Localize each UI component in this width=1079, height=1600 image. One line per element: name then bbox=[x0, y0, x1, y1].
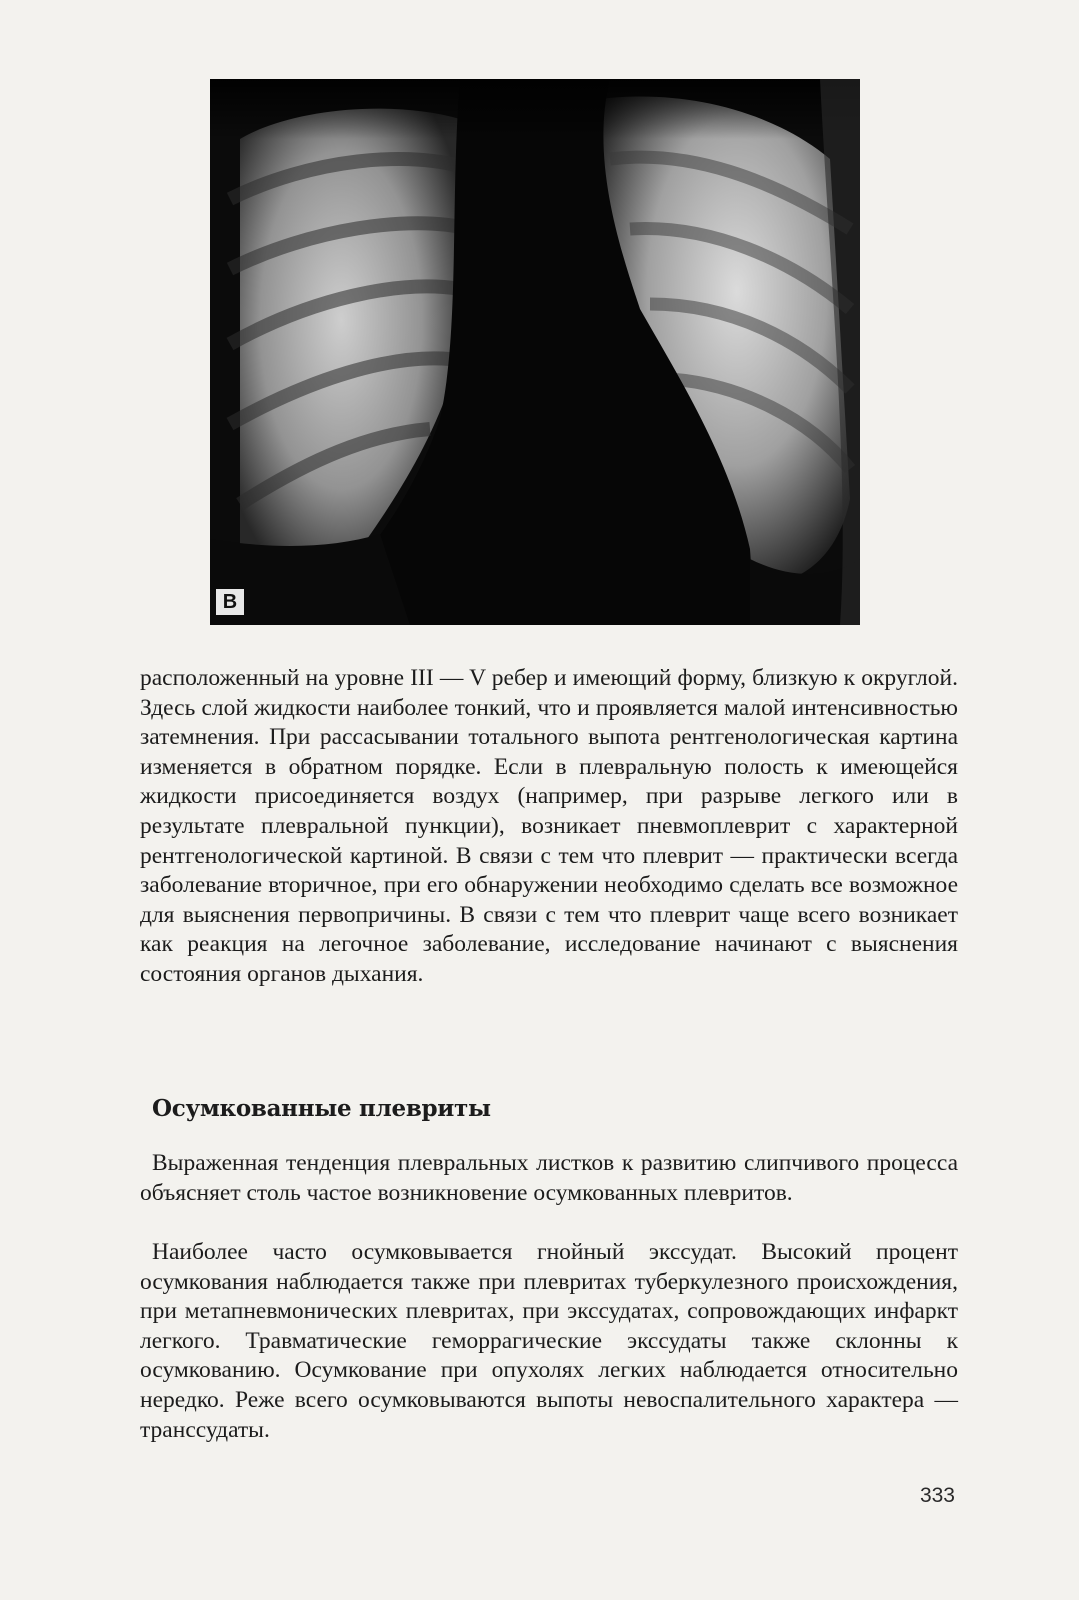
xray-image bbox=[210, 79, 860, 625]
paragraph-text: Выраженная тенденция плевральных листков к развитию слипчивого процесса объясняет столь частое возникновение осумкованных плевритов. bbox=[140, 1150, 958, 1206]
body-paragraph-second bbox=[140, 1149, 958, 1208]
body-paragraph-main bbox=[140, 664, 958, 990]
section-heading: Осумкованные плевриты bbox=[152, 1095, 491, 1122]
chest-xray-figure bbox=[210, 79, 860, 625]
body-paragraph-third bbox=[140, 1238, 958, 1445]
paragraph-text: расположенный на уровне III — V ребер и имеющий форму, близкую к округлой. Здесь слой жидкости наиболее тонкий, что и проявляется малой интенсивностью затемнения. При рассасывании тотального выпота рентгенологическая картина изменяется в обратном порядке. Если в плевральную полость к имеющейся жидкости присоединяется воздух (например, при разрыве легкого или в результате плевральной пункции), возникает пневмоплеврит с характерной рентгенологической картиной. В связи с тем что плеврит — практически всегда заболевание вторичное, при его обнаружении необходимо сделать все возможное для выяснения первопричины. В связи с тем что плеврит чаще всего возникает как реакция на легочное заболевание, исследование начинают с выяснения состояния органов дыхания. bbox=[140, 665, 958, 987]
page-number: 333 bbox=[919, 1484, 955, 1507]
figure-label: В bbox=[216, 589, 244, 615]
paragraph-text: Наиболее часто осумковывается гнойный экссудат. Высокий процент осумкования наблюдается также при плевритах туберкулезного происхождения, при метапневмонических плевритах, при экссудатах, сопровождающих инфаркт легкого. Травматические геморрагические экссудаты также склонны к осумкованию. Осумкование при опухолях легких наблюдается относительно нередко. Реже всего осумковываются выпоты невоспалительного характера — транссудаты. bbox=[140, 1239, 958, 1443]
